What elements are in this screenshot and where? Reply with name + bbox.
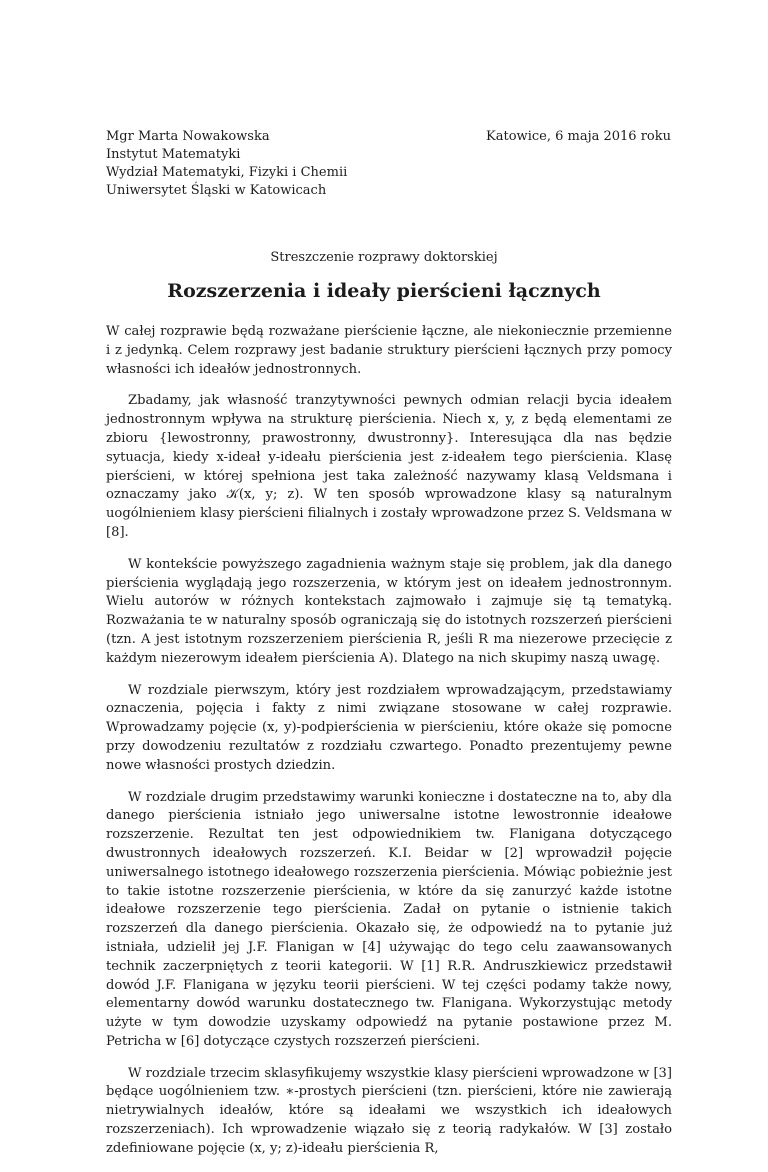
document-body — [106, 323, 672, 1172]
author-block — [106, 128, 347, 200]
paragraph: W rozdziale trzecim sklasyfikujemy wszystkie klasy pierścieni wprowadzone w [3] będące uogólnieniem tzw. ∗-prostych pierścieni (tzn. pierścieni, które nie zawierają nietrywialnych ideałów, które są ideałami we wszystkich ich ideałowych rozszerzeniach). Ich wprowadzenie wiązało się z teorią radykałów. W [3] zostało zdefiniowane pojęcie (x, y; z)-ideału pierścienia R, — [106, 1065, 672, 1156]
document-date: Katowice, 6 maja 2016 roku — [486, 129, 671, 144]
paragraph: W kontekście powyższego zagadnienia ważnym staje się problem, jak dla danego pierścienia wyglądają jego rozszerzenia, w którym jest on ideałem jednostronnym. Wielu autorów w różnych kontekstach zajmowało i zajmuje się tą tematyką. Rozważania te w naturalny sposób ograniczają się do istotnych rozszerzeń pierścieni (tzn. A jest istotnym rozszerzeniem pierścienia R, jeśli R ma niezerowe przecięcie z każdym niezerowym ideałem pierścienia A). Dlatego na nich skupimy naszą uwagę. — [106, 556, 672, 666]
document-title: Rozszerzenia i ideały pierścieni łącznych — [167, 280, 601, 302]
author-faculty: Wydział Matematyki, Fizyki i Chemii — [106, 165, 348, 180]
author-institute: Instytut Matematyki — [106, 147, 241, 162]
author-university: Uniwersytet Śląski w Katowicach — [106, 183, 327, 198]
paragraph: W rozdziale drugim przedstawimy warunki konieczne i dostateczne na to, aby dla danego pierścienia istniało jego uniwersalne istotne lewostronnie ideałowe rozszerzenie. Rezultat ten jest odpowiednikiem tw. Flanigana dotyczącego dwustronnych ideałowych rozszerzeń. K.I. Beidar w [2] wprowadził pojęcie uniwersalnego istotnego ideałowego rozszerzenia pierścienia. Mówiąc pobieżnie jest to takie istotne rozszerzenie pierścienia, w które da się zanurzyć każde istotne ideałowe rozszerzenie tego pierścienia. Zadał on pytanie o istnienie takich rozszerzeń dla danego pierścienia. Okazało się, że odpowiedź na to pytanie już istniała, udzielił jej J.F. Flanigan w [4] używając do tego celu zaawansowanych technik zaczerpniętych z teorii kategorii. W [1] R.R. Andruszkiewicz przedstawił dowód J.F. Flanigana w języku teorii pierścieni. W tej części podamy także nowy, elementarny dowód warunku dostatecznego tw. Flanigana. Wykorzystując metody użyte w tym dowodzie uzyskamy odpowiedź na pytanie postawione przez M. Petricha w [6] dotyczące czystych rozszerzeń pierścieni. — [106, 789, 672, 1049]
paragraph: W całej rozprawie będą rozważane pierścienie łączne, ale niekoniecznie przemienne i z jedynką. Celem rozprawy jest badanie struktury pierścieni łącznych przy pomocy własności ich ideałów jednostronnych. — [106, 324, 672, 377]
paragraph: W rozdziale pierwszym, który jest rozdziałem wprowadzającym, przedstawiamy oznaczenia, pojęcia i fakty z nimi związane stosowane w całej rozprawie. Wprowadzamy pojęcie (x, y)-podpierścienia w pierścieniu, które okaże się pomocne przy dowodzeniu rezultatów z rozdziału czwartego. Ponadto prezentujemy pewne nowe własności prostych dziedzin. — [106, 682, 672, 773]
author-name: Mgr Marta Nowakowska — [106, 129, 270, 144]
paragraph: Zbadamy, jak własność tranzytywności pewnych odmian relacji bycia ideałem jednostronnym wpływa na strukturę pierścienia. Niech x, y, z będą elementami ze zbioru {lewostronny, prawostronny, dwustronny}. Interesująca dla nas będzie sytuacja, kiedy x-ideał y-ideału pierścienia jest z-ideałem tego pierścienia. Klasę pierścieni, w której spełniona jest taka zależność nazywamy klasą Veldsmana i oznaczamy jako 𝒦(x, y; z). W ten sposób wprowadzone klasy są naturalnym uogólnieniem klasy pierścieni filialnych i zostały wprowadzone przez S. Veldsmana w [8]. — [106, 393, 672, 540]
document-subtitle: Streszczenie rozprawy doktorskiej — [270, 250, 498, 265]
